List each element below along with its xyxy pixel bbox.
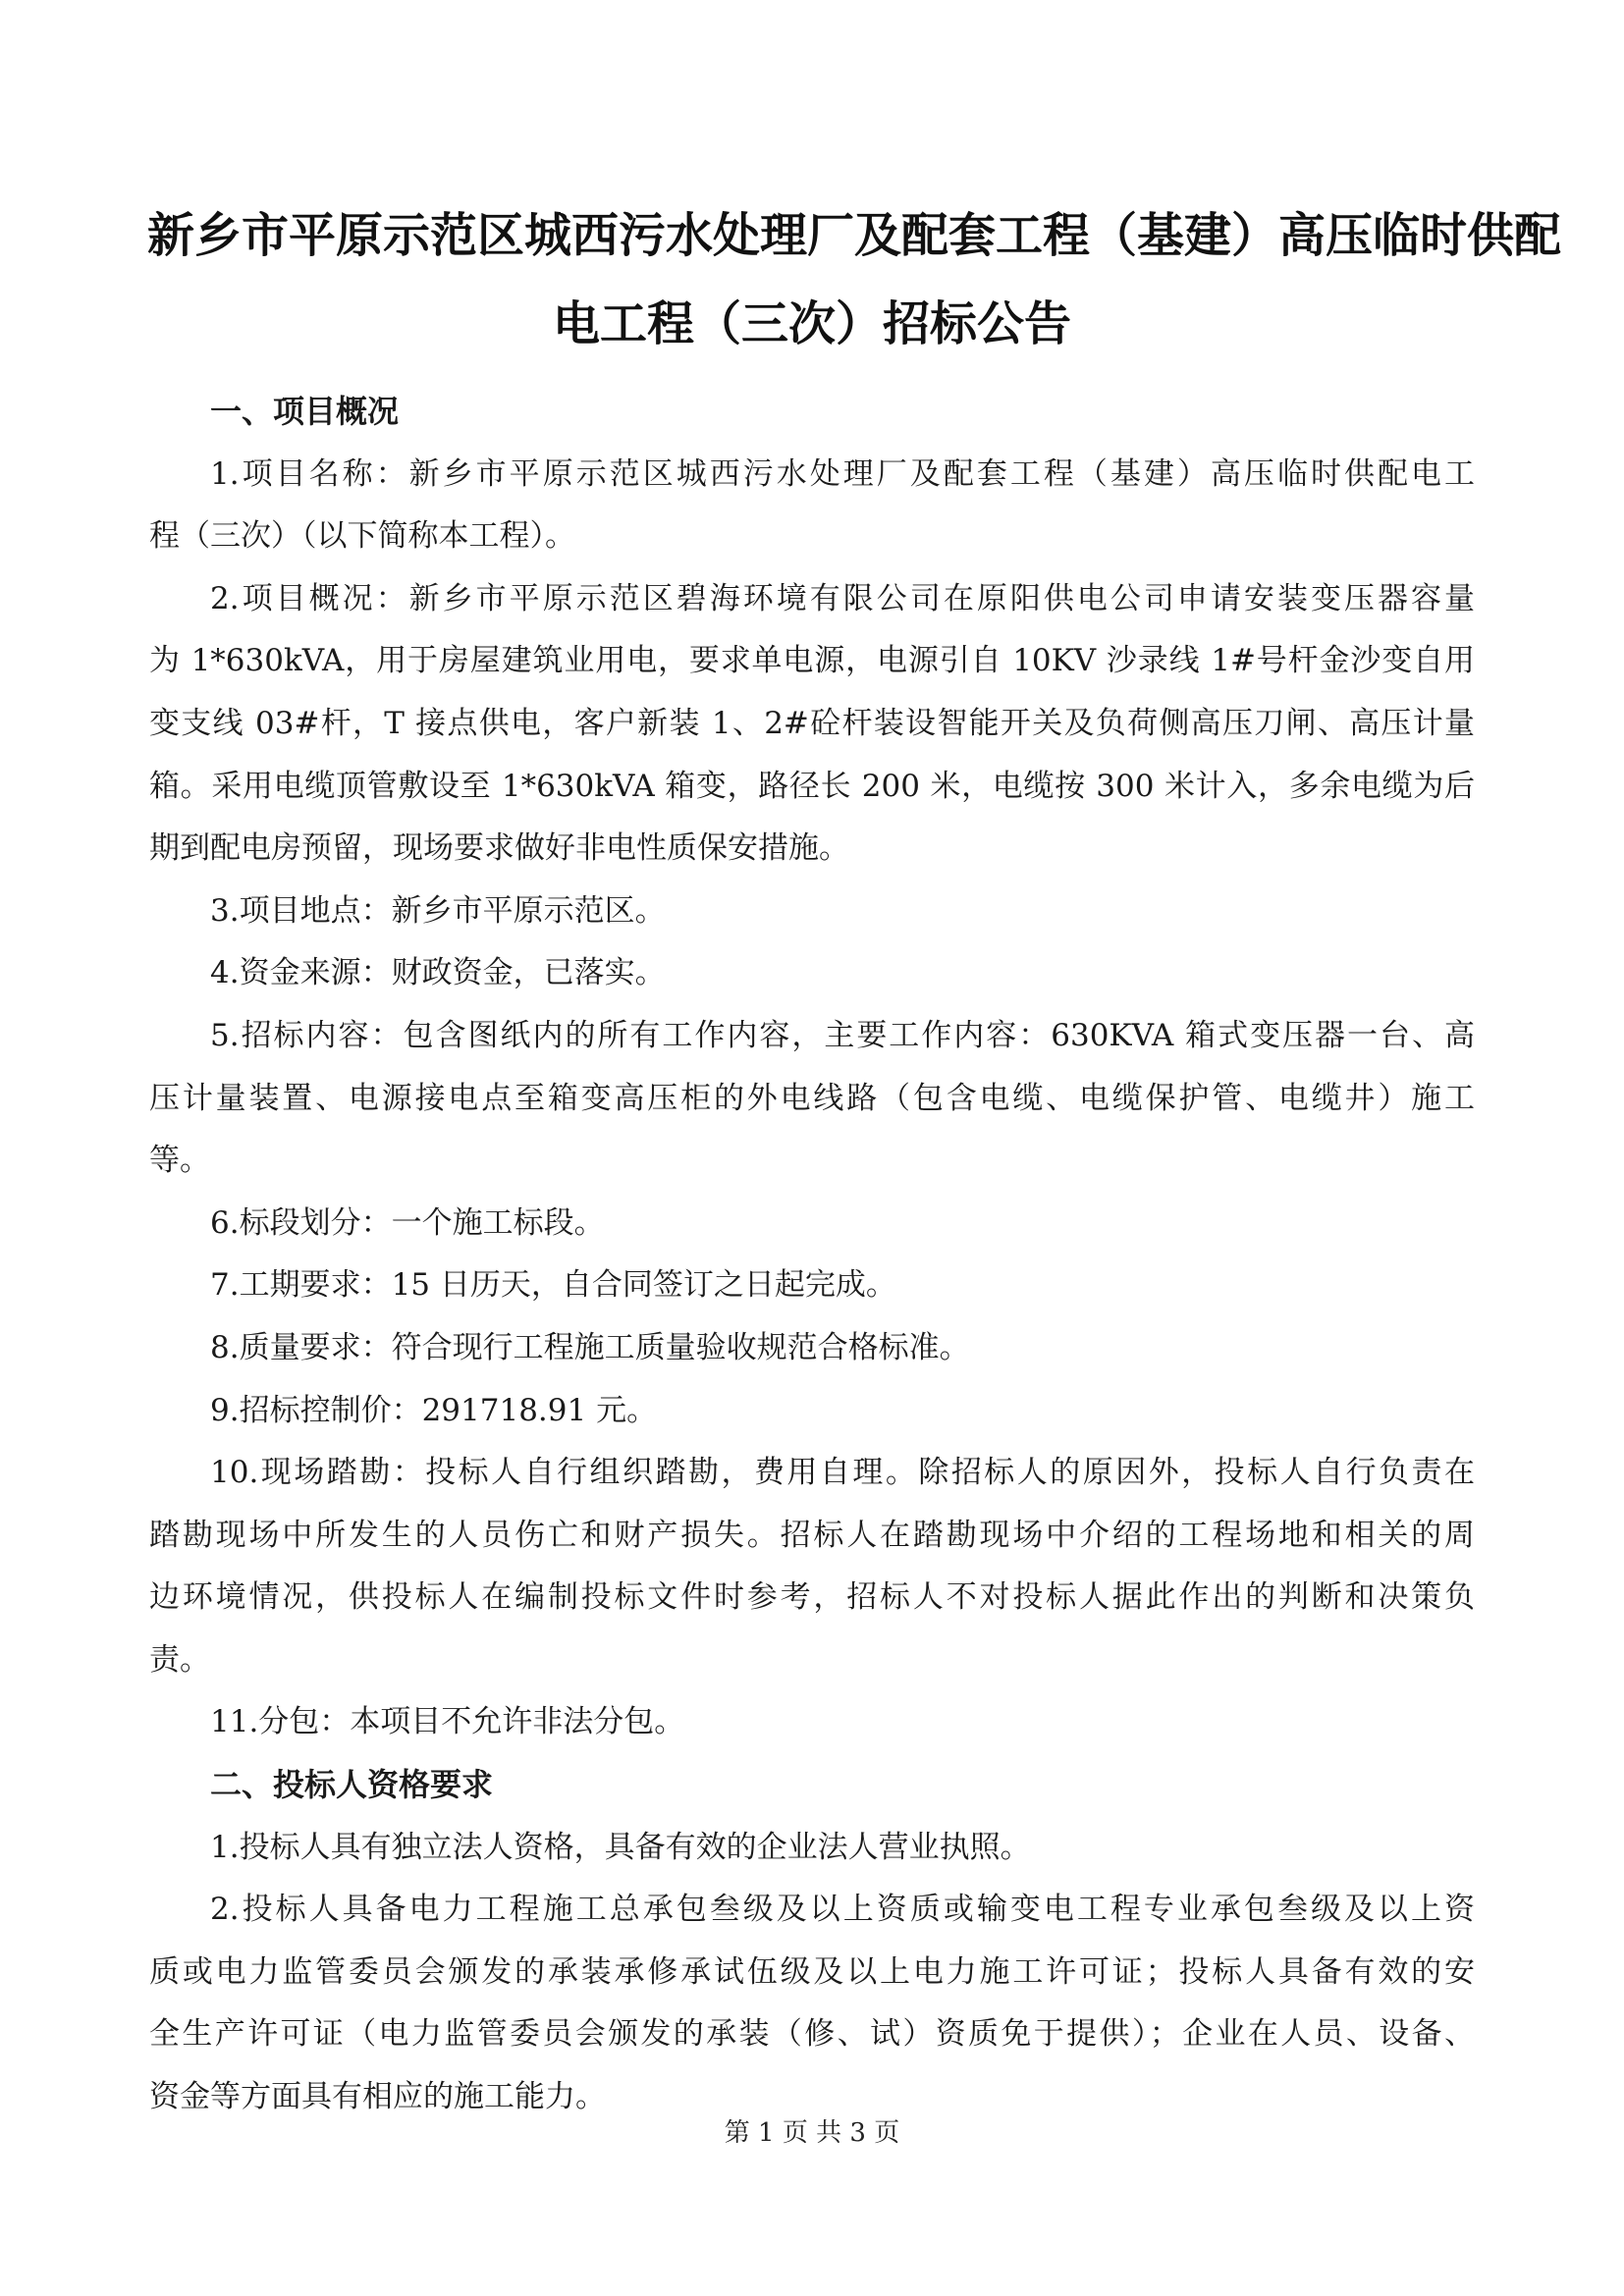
paragraph-qualification-2-cont: 质或电力监管委员会颁发的承装承修承试伍级及以上电力施工许可证；投标人具备有效的安 xyxy=(149,1953,1475,1990)
paragraph-tender-content-cont: 等。 xyxy=(149,1143,210,1179)
paragraph-qualification-2: 2.投标人具备电力工程施工总承包叁级及以上资质或输变电工程专业承包叁级及以上资 xyxy=(210,1892,1475,1928)
paragraph-tender-content: 5.招标内容：包含图纸内的所有工作内容，主要工作内容：630KVA 箱式变压器一台、高 xyxy=(210,1017,1475,1053)
paragraph-project-location: 3.项目地点：新乡市平原示范区。 xyxy=(210,892,666,929)
paragraph-control-price: 9.招标控制价：291718.91 元。 xyxy=(210,1392,658,1428)
paragraph-site-survey: 10.现场踏勘：投标人自行组织踏勘，费用自理。除招标人的原因外，投标人自行负责在 xyxy=(210,1455,1475,1491)
paragraph-subcontracting: 11.分包：本项目不允许非法分包。 xyxy=(210,1704,685,1740)
paragraph-project-summary-cont: 变支线 03#杆，T 接点供电，客户新装 1、2#砼杆装设智能开关及负荷侧高压刀闸、高压计量 xyxy=(149,705,1475,741)
paragraph-project-name-cont: 程（三次）（以下简称本工程）。 xyxy=(149,518,575,555)
paragraph-duration: 7.工期要求：15 日历天，自合同签订之日起完成。 xyxy=(210,1267,896,1304)
document-title-line-1: 新乡市平原示范区城西污水处理厂及配套工程（基建）高压临时供配 xyxy=(147,208,1562,263)
paragraph-qualification-2-cont: 资金等方面具有相应的施工能力。 xyxy=(149,2079,606,2115)
paragraph-funding-source: 4.资金来源：财政资金，已落实。 xyxy=(210,955,666,991)
section-heading-project-overview: 一、项目概况 xyxy=(210,393,400,430)
section-heading-bidder-qualifications: 二、投标人资格要求 xyxy=(210,1766,494,1804)
paragraph-site-survey-cont: 边环境情况，供投标人在编制投标文件时参考，招标人不对投标人据此作出的判断和决策负 xyxy=(149,1579,1475,1616)
paragraph-quality: 8.质量要求：符合现行工程施工质量验收规范合格标准。 xyxy=(210,1329,970,1365)
page-number-footer: 第 1 页 共 3 页 xyxy=(724,2118,900,2148)
paragraph-project-summary-cont: 为 1*630kVA，用于房屋建筑业用电，要求单电源，电源引自 10KV 沙录线 1#号杆金沙变自用 xyxy=(149,643,1475,679)
paragraph-qualification-2-cont: 全生产许可证（电力监管委员会颁发的承装（修、试）资质免于提供）；企业在人员、设备、 xyxy=(149,2016,1475,2053)
paragraph-lot-division: 6.标段划分：一个施工标段。 xyxy=(210,1204,605,1241)
paragraph-qualification-1: 1.投标人具有独立法人资格，具备有效的企业法人营业执照。 xyxy=(210,1829,1031,1865)
paragraph-site-survey-cont: 踏勘现场中所发生的人员伤亡和财产损失。招标人在踏勘现场中介绍的工程场地和相关的周 xyxy=(149,1517,1475,1553)
paragraph-project-summary-cont: 期到配电房预留，现场要求做好非电性质保安措施。 xyxy=(149,830,849,867)
document-title-line-2: 电工程（三次）招标公告 xyxy=(552,296,1071,351)
document-body xyxy=(149,381,1475,2129)
paragraph-project-summary: 2.项目概况：新乡市平原示范区碧海环境有限公司在原阳供电公司申请安装变压器容量 xyxy=(210,580,1475,616)
paragraph-site-survey-cont: 责。 xyxy=(149,1641,210,1678)
paragraph-tender-content-cont: 压计量装置、电源接电点至箱变高压柜的外电线路（包含电缆、电缆保护管、电缆井）施工 xyxy=(149,1080,1475,1116)
paragraph-project-summary-cont: 箱。采用电缆顶管敷设至 1*630kVA 箱变，路径长 200 米，电缆按 300 米计入，多余电缆为后 xyxy=(149,768,1475,804)
paragraph-project-name: 1.项目名称：新乡市平原示范区城西污水处理厂及配套工程（基建）高压临时供配电工 xyxy=(210,455,1475,492)
